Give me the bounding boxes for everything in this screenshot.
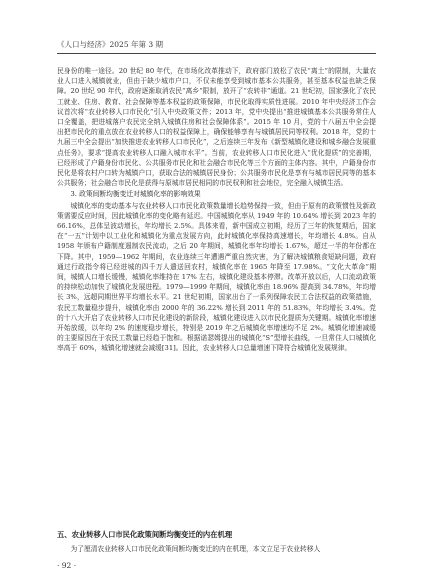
journal-header: 《人口与经济》2025 年第 3 期 bbox=[57, 40, 164, 49]
paragraph: 民身份的唯一途径。20 世纪 80 年代，在市场化改革推动下，政府部门放松了农民“离土”的限制，大量农业人口进入城镇就业，但由于缺少城市户口，不仅未能享受到城市基本公共服务，甚至基本权益也缺乏保障。20 世纪 90 年代，政府逐渐取消农民“离乡”限制，放开了“农转非”通道。21 世纪初，国家强化了农民工就业、住房、教育、社会保障等基本权益的政策保障，市民化取得实质性进展。2010 年中央经济工作会议首次将“农业转移人口市民化”引入中央政策文件；2013 年，党中央提出“推进城镇基本公共服务常住人口全覆盖，把进城落户农民完全纳入城镇住房和社会保障体系”。2015 年 10 月，党的十八届五中全会提出把市民化的重点放在农业转移人口的权益保障上，确保能够享有与城镇居民同等权利。2018 年，党的十九届三中全会提出“加快推进农业转移人口市民化”，之后连续三年发布《新型城镇化建设和城乡融合发展重点任务》，要求“提高农业转移人口融入城市水平”。当前，农业转移人口市民化进入“优化提质”的完善期，已经形成了户籍身份市民化、公共服务市民化和社会融合市民化等三个方面的主体内容。其中，户籍身份市民化是将农村户口转为城镇户口，获取合法的城镇居民身份；公共服务市民化是享有与城市居民同等的基本公共服务；社会融合市民化是获得与原城市居民相同的市民权利和社会地位，完全融入城镇生活。 bbox=[57, 67, 376, 188]
paragraph: 为了厘清农业转移人口市民化政策间断均衡变迁的内在机理，本文立足于农业转移人 bbox=[70, 545, 321, 553]
section-heading: 五、农业转移人口市民化政策间断均衡变迁的内在机理 bbox=[57, 530, 233, 539]
paragraph: 城镇化率的变动基本与农业转移人口市民化政策数量增长趋势保持一致，但由于原有的政策惯性及新政策需要反应时间，因此城镇化率的变化略有延迟。中国城镇化率从 1949 年的 10.64% 增长到 2023 年的 66.16%，总体呈波动增长，年均增长 2.5%。具体来看，新中国成立初期，经历了三年的恢复期后，国家在“一五”计划中以工业化和城镇化为重点发展方向，此时城镇化率保持高速增长，年均增长 4.8%。自从 1958 年颁布户籍制度遏制农民流动，之后 20 年期间，城镇化率年均增长 1.67%，超过一半的年份都在下降。其中，1959—1962 年期间，农业连续三年遭遇严重自然灾害，为了解决城镇粮食短缺问题，政府通过行政指令将已经进城的四千万人遣送回农村，城镇化率在 1965 年降至 17.98%。“文化大革命”期间，城镇人口增长缓慢，城镇化率维持在 17% 左右，城镇化建设基本停滞。改革开放以后，人口流动政策的持续松动加快了城镇化发展进程。1979—1999 年期间，城镇化率由 18.96% 提高到 34.78%，年均增长 3%，远超同期世界平均增长水平。21 世纪初期，国家出台了一系列保障农民工合法权益的政策措施，农民工数量稳步提升，城镇化率由 2000 年的 36.22% 增长到 2011 年的 51.83%，年均增长 3.4%。党的十八大开启了农业转移人口市民化建设的新阶段，城镇化建设进入以市民化提质为关键期。城镇化率增速开始放缓，以年均 2% 的速度稳步增长，特别是 2019 年之后城镇化率增速均不足 2%。城镇化增速减缓的主要原因在于农民工数量已经趋于饱和。根据诺瑟姆提出的城镇化“S”型增长曲线，一旦常住人口城镇化率高于 60%，城镇化增速就会减缓[31]。因此，农业转移人口总量增速下降符合城镇化发展规律。 bbox=[57, 201, 376, 353]
header-divider bbox=[57, 53, 376, 54]
page-number: · 92 · bbox=[57, 561, 77, 570]
body-text bbox=[57, 66, 376, 354]
subsection-title: 3. 政策间断均衡变迁对城镇化率的影响效果 bbox=[70, 190, 201, 199]
